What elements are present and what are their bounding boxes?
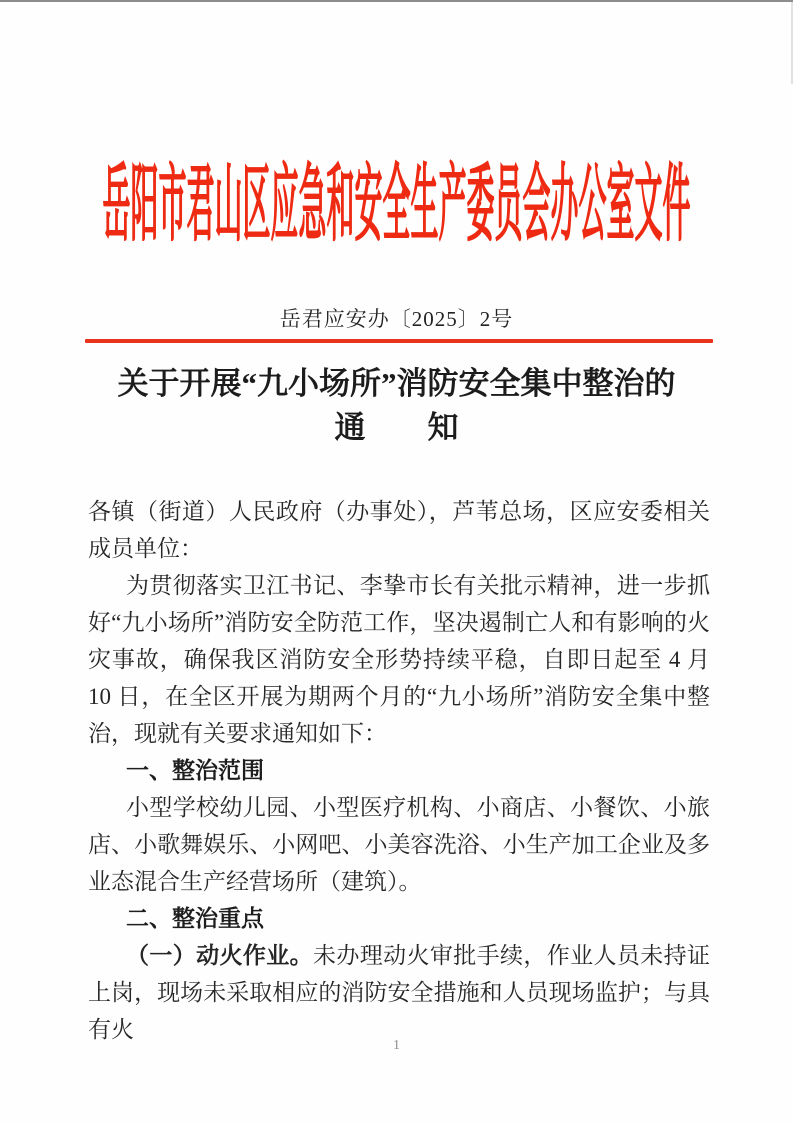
item1-lead: （一）动火作业。 [126,943,313,968]
document-banner [0,155,793,255]
salutation-paragraph: 各镇（街道）人民政府（办事处），芦苇总场，区应安委相关成员单位： [88,499,710,561]
document-title-line1: 关于开展“九小场所”消防安全集中整治的 [117,366,676,401]
doc-number: 岳君应安办〔2025〕2号 [279,307,514,331]
document-title [0,362,793,450]
scan-edge-top [0,0,793,2]
page-number: 1 [393,1038,400,1053]
banner-title: 岳阳市君山区应急和安全生产委员会办公室文件 [102,160,691,255]
section2-heading: 二、整治重点 [126,905,264,931]
document-body [88,493,710,1048]
section1-paragraph: 小型学校幼儿园、小型医疗机构、小商店、小餐饮、小旅店、小歌舞娱乐、小网吧、小美容洗浴、小生产加工企业及多业态混合生产经营场所（建筑）。 [88,795,710,894]
document-title-line2: 通 知 [334,410,459,445]
section1-heading: 一、整治范围 [126,757,264,783]
intro-paragraph: 为贯彻落实卫江书记、李挚市长有关批示精神，进一步抓好“九小场所”消防安全防范工作，坚决遏制亡人和有影响的火灾事故，确保我区消防安全形势持续平稳，自即日起至 4 月 10 日，在全区开展为期两个月的“九小场所”消防安全集中整治，现就有关要求通知如下： [88,573,710,746]
item1-text: 未办理动火审批手续，作业人员未持证上岗，现场未采取相应的消防安全措施和人员现场监护；与具有火 [88,943,710,1042]
item1-paragraph [88,937,710,1048]
red-separator-line [85,339,713,343]
